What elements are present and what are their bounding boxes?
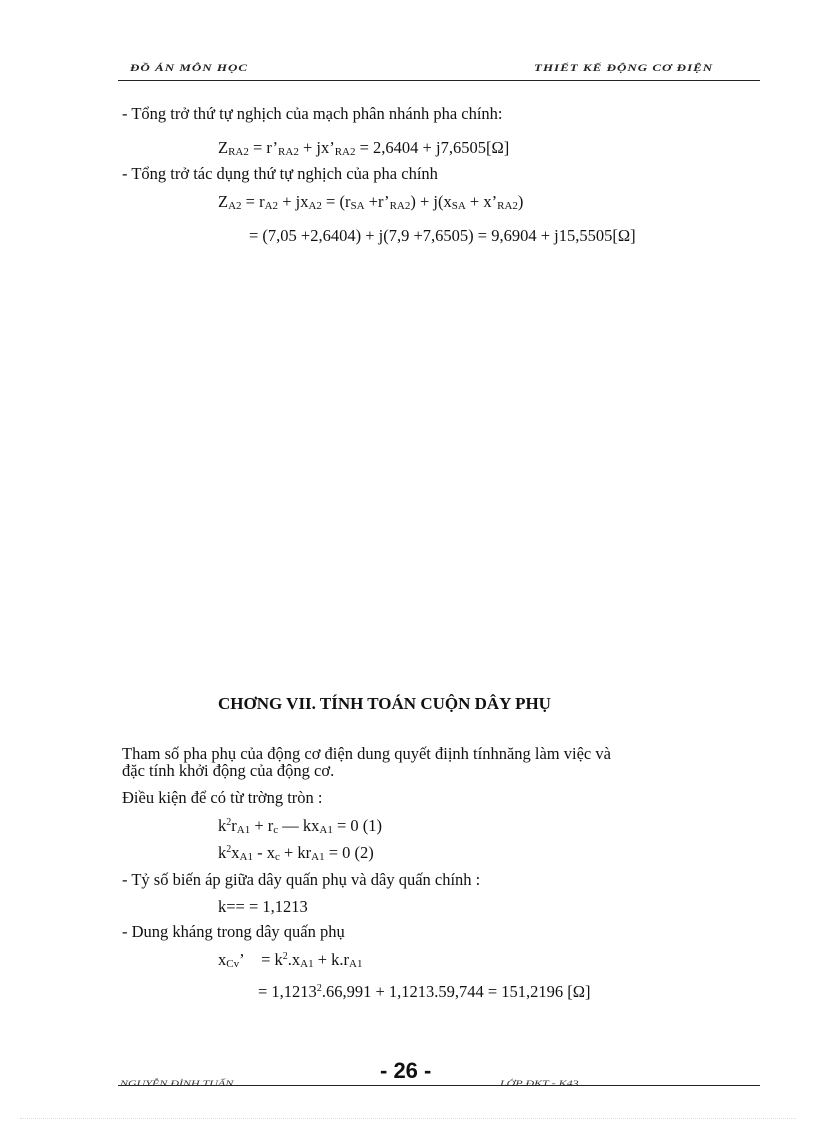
footer-rule — [118, 1085, 760, 1086]
page-number: - 26 - — [380, 1058, 432, 1083]
equation-1-text: $k^2r_{A1} + r_c$ — $kx_{A1} = 0$ (1) — [218, 816, 383, 836]
equation-5 — [258, 982, 591, 1002]
page-edge-dots — [20, 1118, 796, 1119]
line-4-text: $Z_{A2} = r_{A2} + jx_{A2} = (r_{SA}$ $+r’_{RA2}) + j(x_{SA}$ + $x’_{RA2}$) — [218, 192, 524, 212]
header-left: ĐỒ ÁN MÔN HỌC — [130, 62, 249, 74]
footer-right: LỚP ĐKT - K43 — [500, 1078, 579, 1089]
line-5: = (7,05 +2,6404) + j(7,9 +7,6505) = 9,6904 + j15,5505[Ω] — [249, 226, 636, 245]
equation-4-text: $x_{Cv}$’ = $k^2.x_{A1} + k.r_{A1}$ — [218, 950, 363, 970]
chapter-title: CHƠNG VII. TÍNH TOÁN CUỘN DÂY PHỤ — [218, 694, 551, 713]
equation-2-text: $k^2x_{A1} - x_c + kr_{A1} = 0$ (2) — [218, 843, 374, 863]
line-3: - Tổng trở tác dụng thứ tự nghịch của pha chính — [122, 164, 438, 183]
line-2-text: $Z_{RA2}$ = $r’_{RA2}$ + $jx’_{RA2} = 2,6404 + j7,6505[\Omega]$ — [218, 138, 510, 158]
header-right: THIẾT KẾ ĐỘNG CƠ ĐIỆN — [534, 62, 714, 74]
para-1: Tham số pha phụ của động cơ điện dung quyết điịnh tínhnăng làm việc và — [122, 744, 611, 763]
line-1: - Tổng trở thứ tự nghịch của mạch phân nhánh pha chính: — [122, 104, 503, 123]
header-rule — [118, 80, 760, 81]
line-2 — [218, 138, 509, 158]
para-5: - Dung kháng trong dây quấn phụ — [122, 922, 345, 941]
footer-left: NGUYỄN ĐÌNH TUẤN — [120, 1078, 234, 1089]
para-4: - Tỷ số biến áp giữa dây quấn phụ và dây quấn chính : — [122, 870, 481, 889]
equation-2 — [218, 843, 374, 863]
equation-3: k== = 1,1213 — [218, 897, 308, 916]
equation-4 — [218, 950, 363, 970]
para-3: Điều kiện để có từ trờng tròn : — [122, 788, 323, 807]
line-4 — [218, 192, 523, 212]
equation-1 — [218, 816, 382, 836]
equation-5-text: = $1,1213^2.66,991 + 1,1213.59,744 = 151,2196$ [Ω] — [258, 982, 591, 1001]
para-2: đặc tính khởi động của động cơ. — [122, 761, 335, 780]
